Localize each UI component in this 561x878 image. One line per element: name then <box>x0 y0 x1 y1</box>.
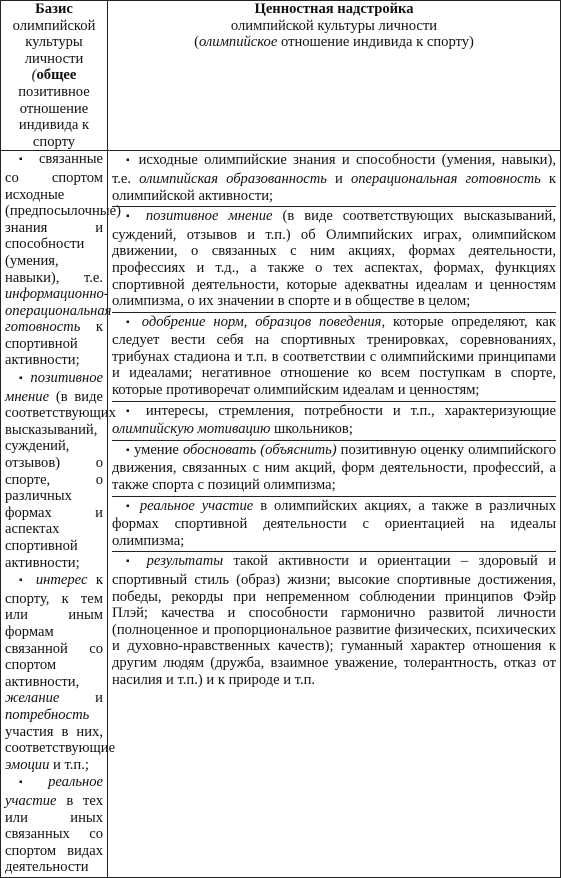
list-item: ▪ позитивное мнение (в виде соответствующих высказываний, суждений, отзывов) о спорте, о различных формах и аспектах спортивной активности; <box>5 370 116 571</box>
header-cell-superstructure <box>108 1 561 151</box>
superstructure-line1: олимпийской культуры личности <box>230 17 438 34</box>
list-item: ▪ реальное участие в тех или иных связанных со спортом видах деятельности <box>5 774 103 876</box>
list-item: ▪ одобрение норм, образцов поведения, которые определяют, как следует вести себя на спортивных тренировках, соревнованиях, трибунах стадиона и т.п. в соответствии с олимпийскими принципами и идеалами; негативное отношение ко всем поступкам в спорте, которые противоречат олимпийским идеалам и ценностям; <box>112 313 556 402</box>
list-item: ▪ интересы, стремления, потребности и т.п., характеризующие олимпийскую мотивацию школьников; <box>112 402 556 441</box>
superstructure-title: Ценностная надстройка <box>254 1 414 17</box>
list-item: ▪ связанные со спортом исходные (предпосылочные) знания и способности (умения, навыки), т.е. информационно-операциональная готовность к спортивной активности; <box>5 151 121 369</box>
list-item: ▪ исходные олимпийские знания и способности (умения, навыки), т.е. олимпийская образованность и операциональная готовность к олимпийской активности; <box>112 151 556 207</box>
bullet-icon: ▪ <box>126 155 133 167</box>
list-item: ▪ умение обосновать (объяснить) позитивную оценку олимпийского движения, связанных с ним акций, форм деятельности, профессий, а также спорта с позиций олимпизма; <box>112 441 556 497</box>
header-cell-basis <box>1 1 108 151</box>
basis-column <box>1 151 121 878</box>
bullet-icon: ▪ <box>19 575 28 587</box>
bullet-icon: ▪ <box>19 373 25 385</box>
basis-subtitle: олимпийской культуры личности (общее позитивное отношение индивида к спорту <box>12 17 96 150</box>
list-item: ▪ результаты такой активности и ориентации – здоровый и спортивный стиль (образ) жизни; высокие спортивные достижения, победы, рекорды при непременном соблюдении принципов Фэйр Плэй; качества и способности гармонично развитой личности (полноценное и пропорциональное развитие физических, психических и духовно-нравственных качеств); гуманный характер отношения к другим людям (дружба, взаимное уважение, толерантность, отказ от насилия и т.п.) и к природе и т.п. <box>112 553 557 688</box>
bullet-icon: ▪ <box>19 777 34 789</box>
basis-title: Базис <box>35 1 73 17</box>
superstructure-line2: (олимпийское отношение индивида к спорту) <box>194 34 474 51</box>
table-body-row <box>1 151 561 878</box>
superstructure-column <box>108 151 561 878</box>
list-item: ▪ позитивное мнение (в виде соответствующих высказываний, суждений, отзывов и т.п.) об Олимпийских играх, олимпийском движении, о связанных с ним акциях, формах деятельности, профессиях и т.д., а также о тех аспектах, формах, функциях спортивной деятельности, которые адекватны идеалам и ценностям олимпизма, о их значении в спорте и в обществе в целом; <box>112 207 556 313</box>
bullet-icon: ▪ <box>126 211 136 223</box>
bullet-icon: ▪ <box>126 556 137 568</box>
table-header-row <box>1 1 561 151</box>
list-item: ▪ реальное участие в олимпийских акциях, а также в различных формах спортивной деятельности с ориентацией на идеалы олимпизма; <box>112 497 556 553</box>
list-item: ▪ интерес к спорту, к тем или иным формам связанной со спортом активности, желание и потребность участия в них, соответствующие эмоции и т.п.; <box>5 572 116 773</box>
bullet-icon: ▪ <box>126 316 134 328</box>
bullet-icon: ▪ <box>19 154 29 166</box>
bullet-icon: ▪ <box>126 500 133 512</box>
bullet-icon: ▪ <box>126 444 130 456</box>
bullet-icon: ▪ <box>126 405 136 417</box>
